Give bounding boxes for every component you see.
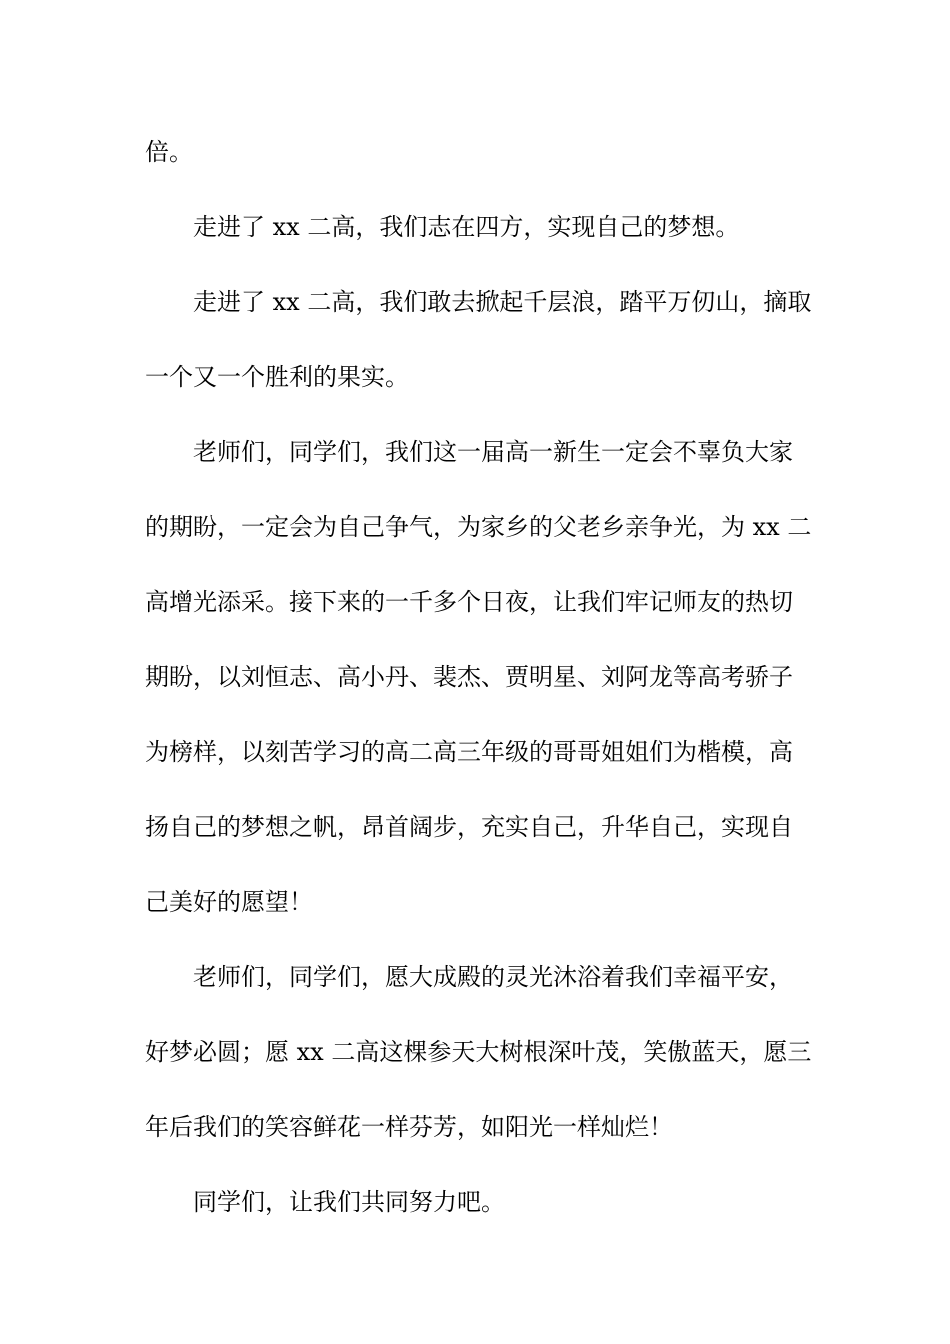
text-line: 走进了 xx 二高，我们志在四方，实现自己的梦想。 bbox=[193, 213, 740, 241]
text-line: 己美好的愿望！ bbox=[145, 888, 313, 916]
text-line: 一个又一个胜利的果实。 bbox=[145, 363, 409, 391]
text-line: 好梦必圆；愿 xx 二高这棵参天大树根深叶茂，笑傲蓝天，愿三 bbox=[145, 1038, 812, 1066]
text-line: 扬自己的梦想之帆，昂首阔步，充实自己，升华自己，实现自 bbox=[145, 813, 793, 841]
text-line: 期盼，以刘恒志、高小丹、裴杰、贾明星、刘阿龙等高考骄子 bbox=[145, 663, 793, 691]
text-line: 走进了 xx 二高，我们敢去掀起千层浪，踏平万仞山，摘取 bbox=[193, 288, 812, 316]
text-line: 同学们，让我们共同努力吧。 bbox=[193, 1188, 505, 1216]
text-line: 的期盼，一定会为自己争气，为家乡的父老乡亲争光，为 xx 二 bbox=[145, 513, 812, 541]
text-line: 为榜样，以刻苦学习的高二高三年级的哥哥姐姐们为楷模，高 bbox=[145, 738, 793, 766]
text-line: 倍。 bbox=[145, 138, 193, 166]
text-line: 老师们，同学们，我们这一届高一新生一定会不辜负大家 bbox=[193, 438, 793, 466]
text-line: 高增光添采。接下来的一千多个日夜，让我们牢记师友的热切 bbox=[145, 588, 793, 616]
text-line: 老师们，同学们，愿大成殿的灵光沐浴着我们幸福平安， bbox=[193, 963, 793, 991]
text-line: 年后我们的笑容鲜花一样芬芳，如阳光一样灿烂！ bbox=[145, 1113, 673, 1141]
